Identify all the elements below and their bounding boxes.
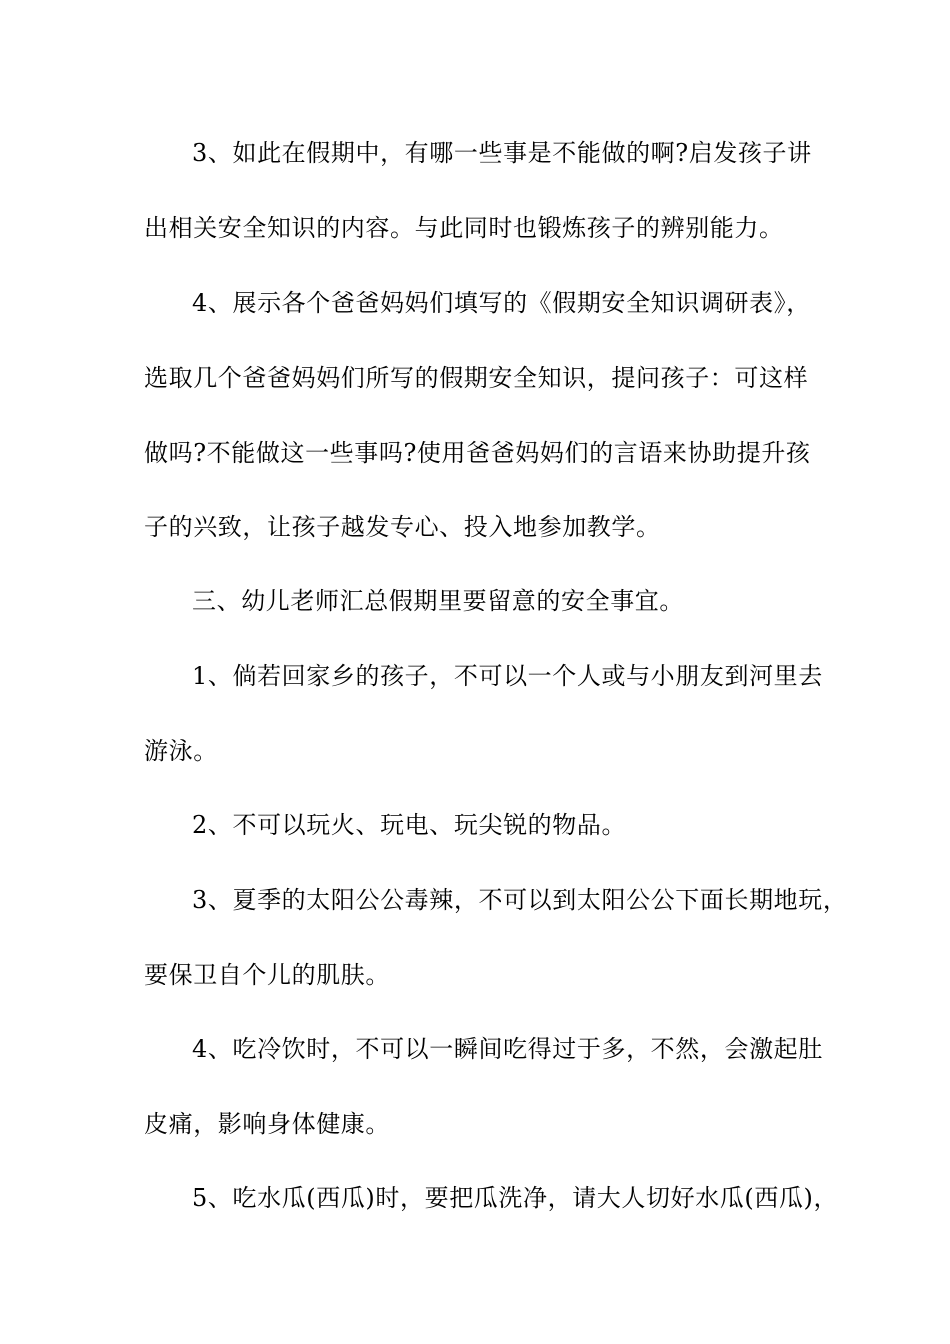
section-heading: 三、幼儿老师汇总假期里要留意的安全事宜。 (192, 587, 684, 615)
paragraph-line: 2、不可以玩火、玩电、玩尖锐的物品。 (192, 811, 627, 839)
paragraph-line: 游泳。 (144, 737, 218, 765)
paragraph-line: 5、吃水瓜(西瓜)时，要把瓜洗净，请大人切好水瓜(西瓜)， (192, 1184, 839, 1212)
paragraph-line: 3、如此在假期中，有哪一些事是不能做的啊?启发孩子讲 (192, 139, 812, 167)
paragraph-line: 做吗?不能做这一些事吗?使用爸爸妈妈们的言语来协助提升孩 (144, 439, 811, 467)
paragraph-line: 子的兴致，让孩子越发专心、投入地参加教学。 (144, 513, 661, 541)
paragraph-line: 皮痛，影响身体健康。 (144, 1110, 390, 1138)
paragraph-line: 3、夏季的太阳公公毒辣，不可以到太阳公公下面长期地玩， (192, 886, 848, 914)
paragraph-line: 选取几个爸爸妈妈们所写的假期安全知识，提问孩子：可这样 (144, 364, 809, 392)
paragraph-line: 1、倘若回家乡的孩子，不可以一个人或与小朋友到河里去 (192, 662, 823, 690)
paragraph-line: 出相关安全知识的内容。与此同时也锻炼孩子的辨别能力。 (144, 214, 784, 242)
paragraph-line: 要保卫自个儿的肌肤。 (144, 961, 390, 989)
paragraph-line: 4、展示各个爸爸妈妈们填写的《假期安全知识调研表》， (192, 289, 811, 317)
paragraph-line: 4、吃冷饮时，不可以一瞬间吃得过于多，不然，会激起肚 (192, 1035, 823, 1063)
